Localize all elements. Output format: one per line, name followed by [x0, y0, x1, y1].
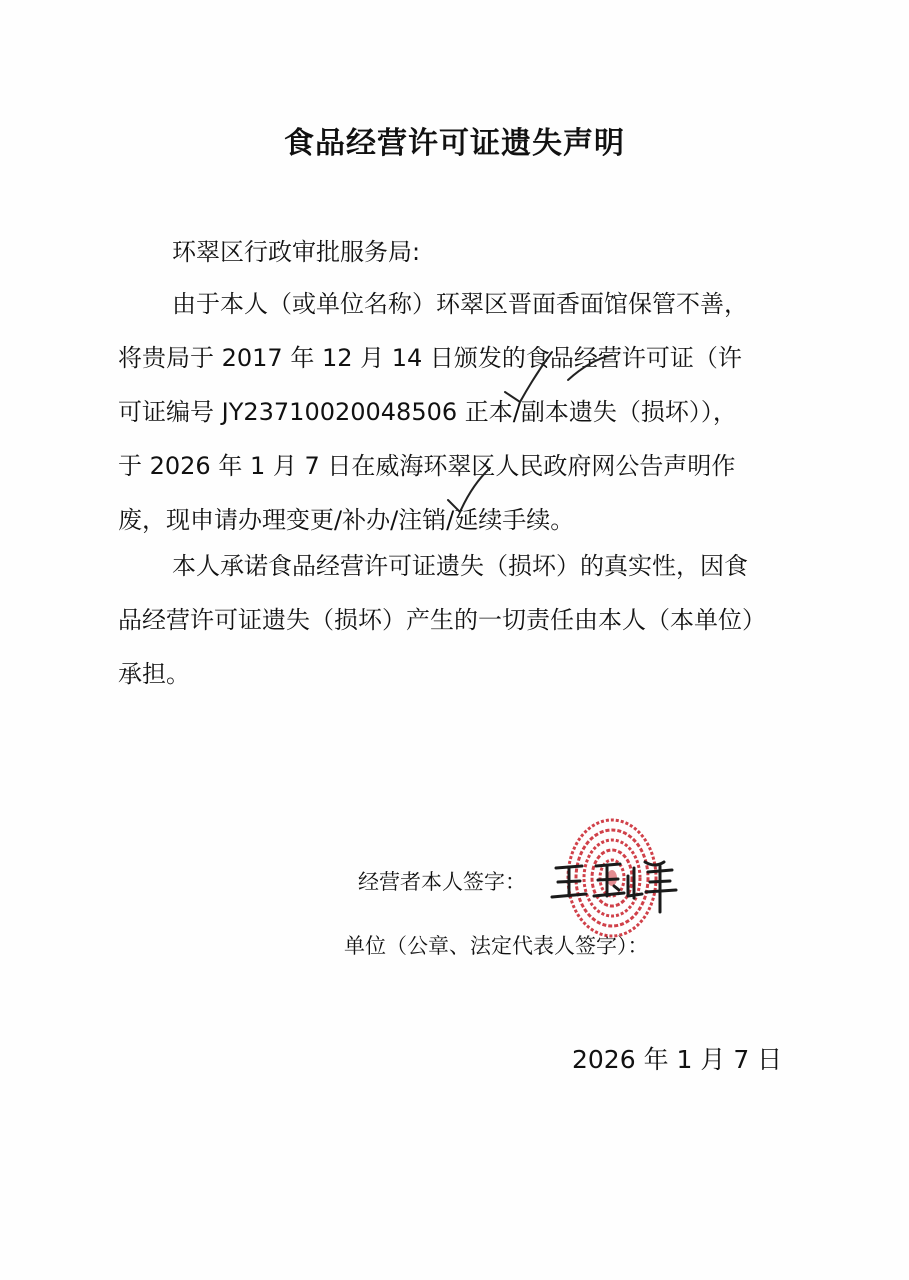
signature-label: 经营者本人签字： — [358, 870, 526, 894]
handwritten-signature — [552, 862, 676, 912]
paragraph-1-line: 于 2026 年 1 月 7 日在威海环翠区人民政府网公告声明作 — [118, 452, 736, 480]
fingerprint-mark — [568, 820, 656, 936]
document-title: 食品经营许可证遗失声明 — [284, 126, 625, 161]
paragraph-1-line: 将贵局于 2017 年 12 月 14 日颁发的食品经营许可证（许 — [118, 344, 742, 372]
paragraph-2 — [118, 540, 798, 702]
paragraph-1-line: 由于本人（或单位名称）环翠区晋面香面馆保管不善， — [172, 290, 748, 318]
paragraph-1-line: 废，现申请办理变更/补办/注销/延续手续。 — [118, 506, 575, 534]
paragraph-1 — [118, 278, 798, 548]
paragraph-2-line: 本人承诺食品经营许可证遗失（损坏）的真实性，因食 — [172, 552, 748, 580]
paragraph-2-line: 品经营许可证遗失（损坏）产生的一切责任由本人（本单位） — [118, 606, 766, 634]
paragraph-1-line: 可证编号 JY23710020048506 正本/副本遗失（损坏））， — [118, 398, 737, 426]
paragraph-2-line: 承担。 — [118, 660, 190, 688]
unit-seal-label: 单位（公章、法定代表人签字）： — [344, 934, 649, 958]
addressee: 环翠区行政审批服务局: — [172, 238, 421, 266]
declaration-date: 2026 年 1 月 7 日 — [572, 1045, 783, 1074]
